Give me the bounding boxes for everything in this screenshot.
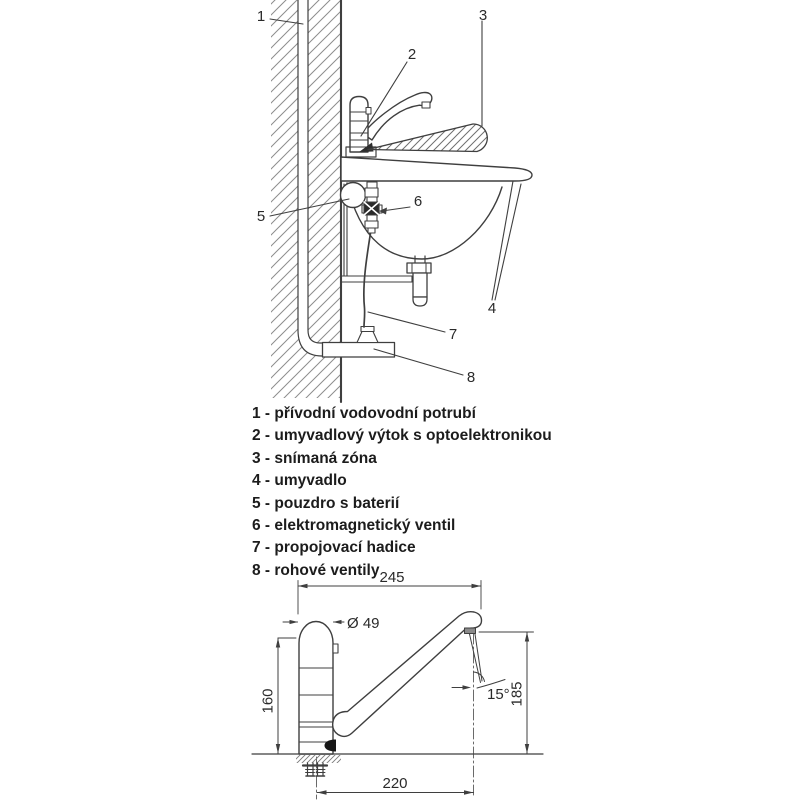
callout-7: 7	[448, 326, 458, 343]
faucet-body	[299, 622, 338, 755]
leader-8	[374, 349, 463, 375]
legend	[252, 403, 552, 582]
callout-8: 8	[466, 369, 476, 386]
callout-1: 1	[256, 8, 266, 25]
counter-deck	[252, 754, 543, 763]
dim-value-160: 160	[259, 688, 277, 714]
legend-item-2: 2 - umyvadlový výtok s optoelektronikou	[252, 427, 552, 445]
callout-2: 2	[407, 46, 417, 63]
aerator-nozzle	[465, 628, 476, 634]
battery-housing	[341, 183, 366, 208]
legend-item-4: 4 - umyvadlo	[252, 472, 347, 490]
solenoid-valve	[362, 182, 382, 233]
legend-item-3: 3 - snímaná zóna	[252, 449, 377, 467]
legend-item-6: 6 - elektromagnetický ventil	[252, 517, 456, 535]
dim-value-angle: 15°	[487, 686, 510, 703]
leader-4b	[495, 184, 521, 300]
sensor-window	[366, 108, 371, 115]
callout-5: 5	[256, 208, 266, 225]
installation-diagram	[257, 0, 532, 402]
leader-7	[368, 312, 445, 332]
dimension-drawing	[252, 569, 543, 799]
legend-item-1: 1 - přívodní vodovodní potrubí	[252, 405, 476, 422]
mounting-shank	[303, 763, 327, 776]
body-side-tab	[333, 644, 338, 653]
dim-value-185: 185	[508, 681, 526, 707]
legend-item-8: 8 - rohové ventily	[252, 561, 380, 579]
dim-body-diameter	[283, 615, 380, 632]
sensing-zone	[368, 124, 487, 152]
callout-3: 3	[478, 7, 488, 24]
dim-stream-offset	[317, 775, 474, 795]
leader-4a	[492, 181, 513, 300]
drain-trap	[407, 256, 431, 306]
dim-value-245: 245	[379, 569, 405, 586]
water-stream	[452, 634, 505, 688]
callout-6: 6	[413, 193, 423, 210]
angle-arrowhead	[463, 685, 472, 689]
dim-value-220: 220	[382, 775, 408, 792]
legend-item-7: 7 - propojovací hadice	[252, 539, 416, 557]
dim-body-height	[260, 638, 297, 754]
dim-value-diameter: Ø 49	[347, 615, 380, 632]
legend-item-5: 5 - pouzdro s baterií	[252, 494, 400, 512]
spout-outlet	[422, 102, 430, 108]
callout-4: 4	[487, 300, 497, 317]
